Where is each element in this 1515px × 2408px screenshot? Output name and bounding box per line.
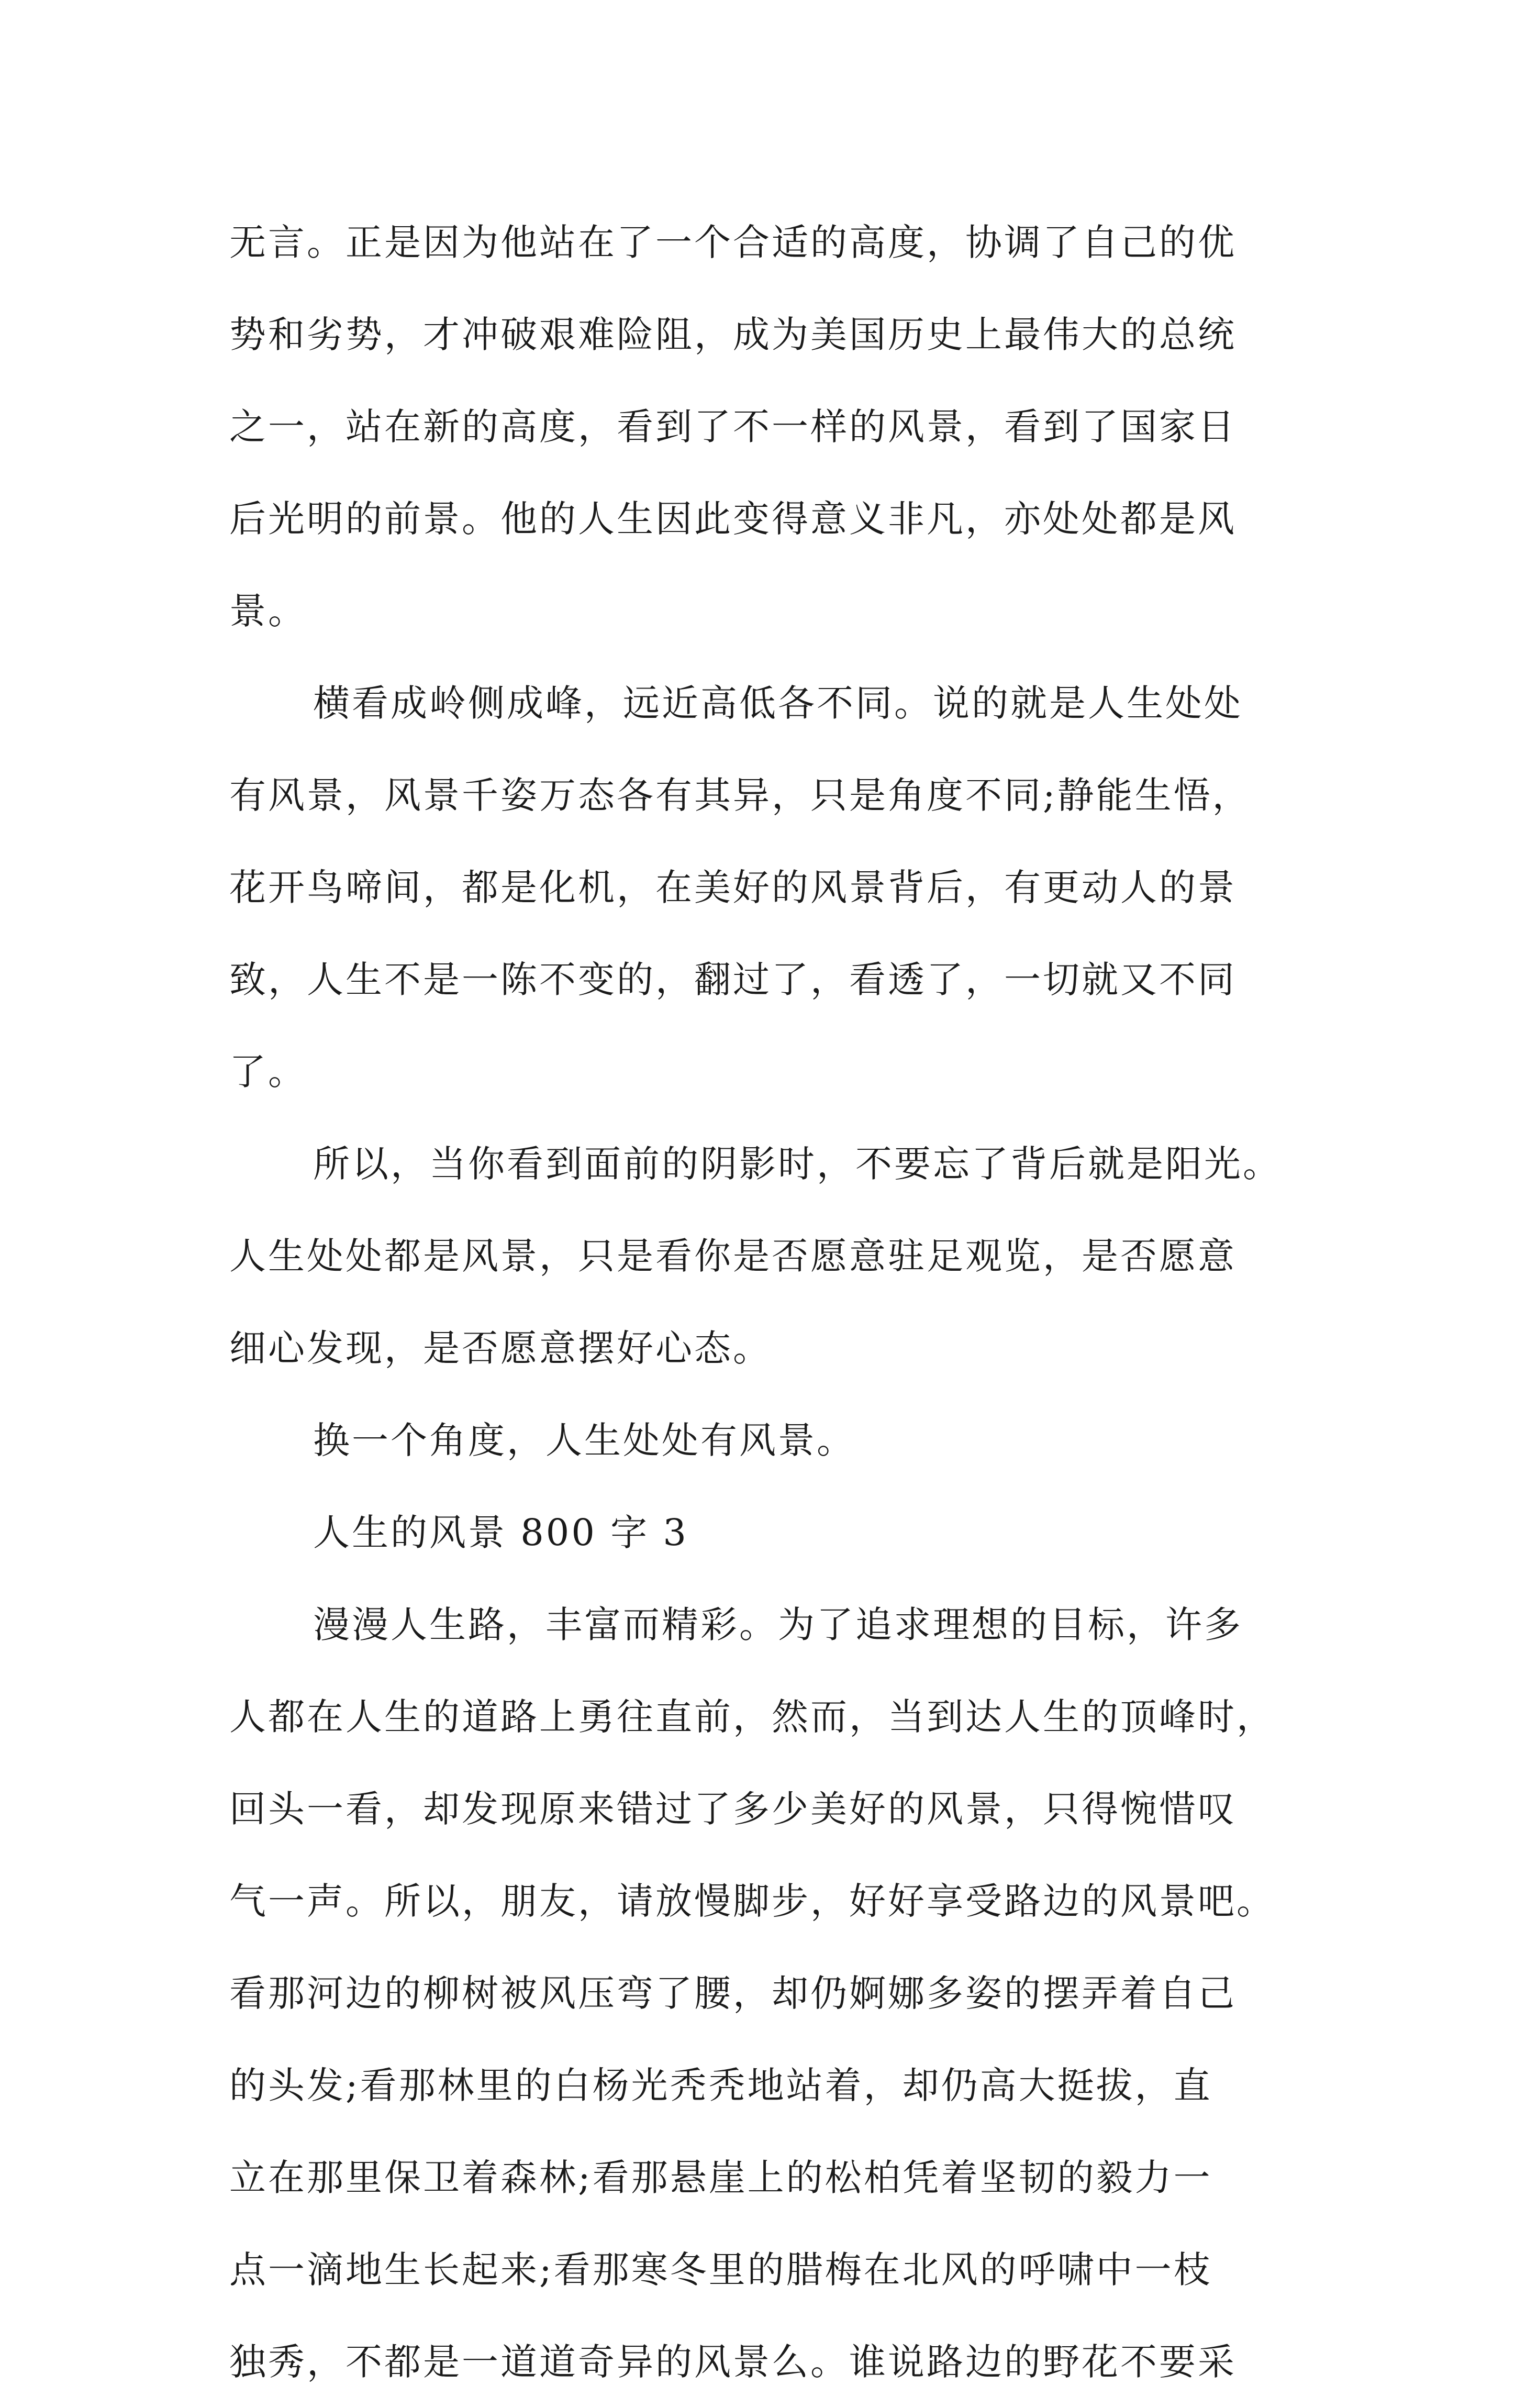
text-line: 人生处处都是风景，只是看你是否愿意驻足观览，是否愿意 [229,1235,1236,1278]
text-line: 人都在人生的道路上勇往直前，然而，当到达人生的顶峰时， [229,1695,1275,1738]
text-line: 后光明的前景。他的人生因此变得意义非凡，亦处处都是风 [229,497,1236,540]
text-line: 之一，站在新的高度，看到了不一样的风景，看到了国家日 [229,405,1236,448]
text-line: 景。 [229,590,307,632]
text-line: 无言。正是因为他站在了一个合适的高度，协调了自己的优 [229,221,1236,264]
text-line: 的头发;看那林里的白杨光秃秃地站着，却仍高大挺拔，直 [229,2064,1212,2107]
text-line: 看那河边的柳树被风压弯了腰，却仍婀娜多姿的摆弄着自己 [229,1972,1236,2015]
text-line: 点一滴地生长起来;看那寒冬里的腊梅在北风的呼啸中一枝 [229,2248,1212,2291]
text-line: 了。 [229,1050,307,1093]
text-line: 致，人生不是一陈不变的，翻过了，看透了，一切就又不同 [229,958,1236,1001]
text-line: 回头一看，却发现原来错过了多少美好的风景，只得惋惜叹 [229,1788,1236,1830]
text-line: 气一声。所以，朋友，请放慢脚步，好好享受路边的风景吧。 [229,1880,1275,1923]
body-text [229,196,1292,2408]
section-heading: 人生的风景 800 字 3 [313,1511,688,1554]
text-line: 有风景，风景千姿万态各有其异，只是角度不同;静能生悟， [229,774,1251,817]
paragraph-start-line: 所以，当你看到面前的阴影时，不要忘了背后就是阳光。 [313,1142,1282,1185]
text-line: 立在那里保卫着森林;看那悬崖上的松柏凭着坚韧的毅力一 [229,2156,1212,2199]
text-line: 独秀，不都是一道道奇异的风景么。谁说路边的野花不要采 [229,2340,1236,2383]
paragraph-start-line: 换一个角度，人生处处有风景。 [313,1419,855,1462]
paragraph-start-line: 横看成岭侧成峰，远近高低各不同。说的就是人生处处 [313,682,1243,725]
paragraph-start-line: 漫漫人生路，丰富而精彩。为了追求理想的目标，许多 [313,1603,1243,1646]
text-line: 花开鸟啼间，都是化机，在美好的风景背后，有更动人的景 [229,866,1236,909]
text-line: 势和劣势，才冲破艰难险阻，成为美国历史上最伟大的总统 [229,313,1236,356]
text-line: 细心发现，是否愿意摆好心态。 [229,1327,772,1370]
